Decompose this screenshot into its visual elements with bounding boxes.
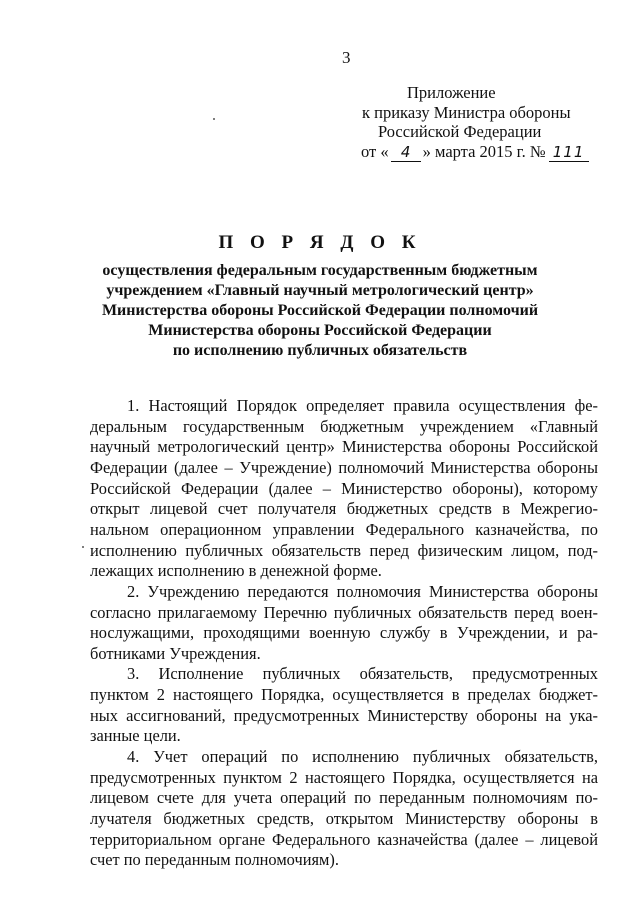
paragraph-1-line: Федерации (далее – Учреждение) полномочий Министерства обороны [90,458,598,477]
paragraph-1-line: нальном операционном управлении Федерального казначейства, по [90,520,598,539]
appendix-heading: Приложение [407,83,496,102]
paragraph-1-line: деральным государственным бюджетным учреждением «Главный [90,417,598,436]
date-prefix: от « [361,142,389,161]
subtitle-line: учреждением «Главный научный метрологический центр» [106,282,534,299]
paragraph-3-line: пунктом 2 настоящего Порядка, осуществляется в пределах бюджет- [90,685,598,704]
subtitle-line: Министерства обороны Российской Федерации полномочий [101,302,539,319]
scan-speck [213,118,215,120]
date-middle: » марта 2015 г. № [422,142,546,161]
paragraph-4-line: счет по переданным полномочиям). [90,850,339,869]
paragraph-2-line: согласно прилагаемому Перечню публичных обязательств перед воен- [90,603,598,622]
paragraph-3-line: 3. Исполнение публичных обязательств, предусмотренных [127,664,598,683]
subtitle-line: Министерства обороны Российской Федерации [148,322,492,339]
subtitle-line: осуществления федеральным государственным бюджетным [102,262,538,279]
paragraph-2-line: ботниками Учреждения. [90,644,261,663]
paragraph-4-line: лучателя бюджетных средств, открытом Министерству обороны в [90,809,598,828]
paragraph-4-line: территориальном органе Федерального казначейства (далее – лицевой [90,830,598,849]
paragraph-1-line: 1. Настоящий Порядок определяет правила осуществления фе- [127,396,598,415]
paragraph-3-line: занные цели. [90,726,181,745]
scan-speck [82,546,84,548]
handwritten-order-number: 111 [549,144,589,162]
subtitle-line: по исполнению публичных обязательств [172,342,468,359]
paragraph-2-line: нослужащими, проходящими военную службу в Учреждении, и ра- [90,623,598,642]
paragraph-4-line: лицевом счете для учета операций по переданным полномочиям по- [90,788,598,807]
handwritten-day: 4 [391,144,421,162]
paragraph-1-line: научный метрологический центр» Министерства обороны Российской [90,437,598,456]
paragraph-1-line: Российской Федерации (далее – Министерство обороны), которому [90,479,598,498]
appendix-order-reference: к приказу Министра обороны [362,103,571,122]
paragraph-1-line: исполнению публичных обязательств перед физическим лицом, под- [90,541,598,560]
page-number: 3 [342,48,351,67]
paragraph-1-line: открыт лицевой счет получателя бюджетных средств в Межрегио- [90,499,598,518]
document-title: П О Р Я Д О К [218,232,422,253]
paragraph-3-line: ных ассигнований, предусмотренных Министерству обороны на ука- [90,706,598,725]
paragraph-1-line: лежащих исполнению в денежной форме. [90,561,382,580]
paragraph-2-line: 2. Учреждению передаются полномочия Министерства обороны [127,582,598,601]
paragraph-4-line: предусмотренных пунктом 2 настоящего Порядка, осуществляется на [90,768,598,787]
appendix-country: Российской Федерации [378,122,542,141]
paragraph-4-line: 4. Учет операций по исполнению публичных обязательств, [127,747,598,766]
appendix-date-line [361,142,589,162]
